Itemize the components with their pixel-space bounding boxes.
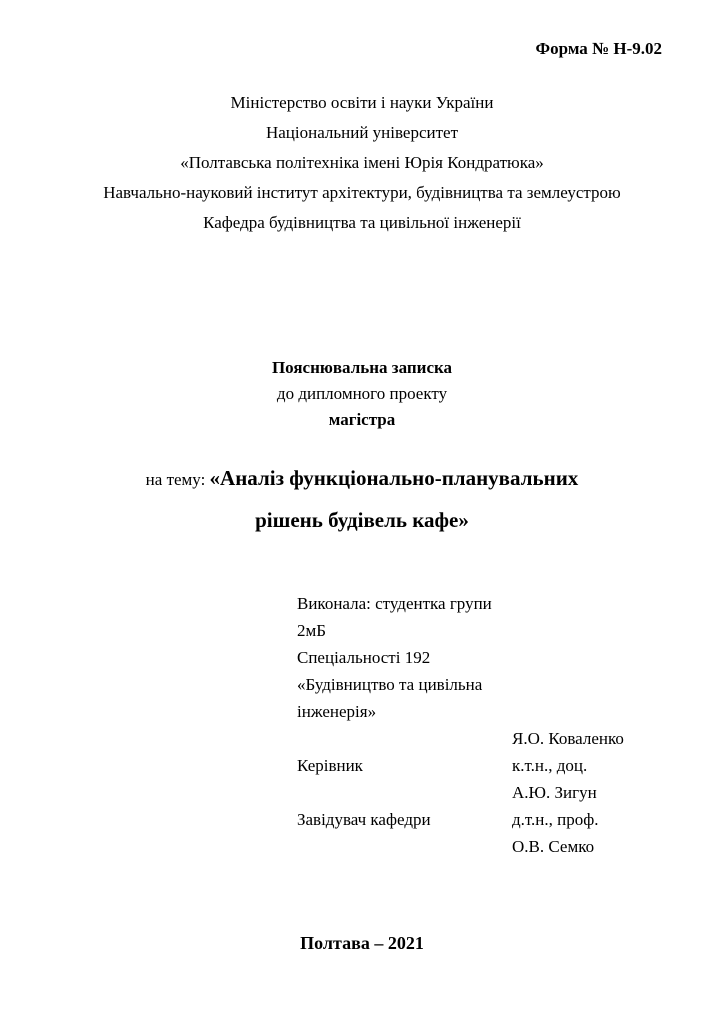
credits-row [297, 806, 624, 833]
thesis-title-text-1: «Аналіз функціонально-планувальних [209, 466, 579, 490]
credits-row [297, 671, 624, 725]
credits-row [297, 725, 624, 752]
credits-label: Керівник [297, 756, 363, 775]
credits-row [297, 590, 624, 644]
credits-value: О.В. Семко [512, 837, 595, 856]
credits-value: д.т.н., проф. [512, 810, 599, 829]
thesis-title-prefix: на тему: [145, 470, 210, 489]
thesis-title [0, 458, 724, 540]
document-type-block [0, 355, 724, 433]
credits-row [297, 779, 624, 806]
thesis-title-line-2: рішень будівель кафе» [255, 508, 469, 532]
credits-row [297, 833, 624, 860]
institution-header [0, 88, 724, 238]
city-year: Полтава – 2021 [300, 933, 424, 953]
university-name-line: «Полтавська політехніка імені Юрія Кондратюка» [180, 153, 544, 172]
credits-label: «Будівництво та цивільна інженерія» [297, 675, 483, 721]
doc-type-subheading: до дипломного проекту [276, 384, 448, 403]
degree-level: магістра [328, 410, 396, 429]
institute-line: Навчально-науковий інститут архітектури, будівництва та землеустрою [103, 183, 621, 202]
credits-value: А.Ю. Зигун [512, 783, 597, 802]
credits-value: к.т.н., доц. [512, 756, 588, 775]
university-line: Національний університет [265, 123, 459, 142]
credits-label: Спеціальності 192 [297, 648, 431, 667]
department-line: Кафедра будівництва та цивільної інженерії [203, 213, 521, 232]
credits-block [297, 590, 624, 860]
thesis-title-line-1 [0, 458, 724, 500]
credits-row [297, 644, 624, 671]
credits-row [297, 752, 624, 779]
ministry-line: Міністерство освіти і науки України [230, 93, 494, 112]
credits-value: Я.О. Коваленко [512, 729, 624, 748]
form-number: Форма № Н-9.02 [535, 39, 662, 58]
credits-label: Завідувач кафедри [297, 810, 431, 829]
doc-type-heading: Пояснювальна записка [271, 358, 453, 377]
credits-label: Виконала: студентка групи 2мБ [297, 594, 492, 640]
